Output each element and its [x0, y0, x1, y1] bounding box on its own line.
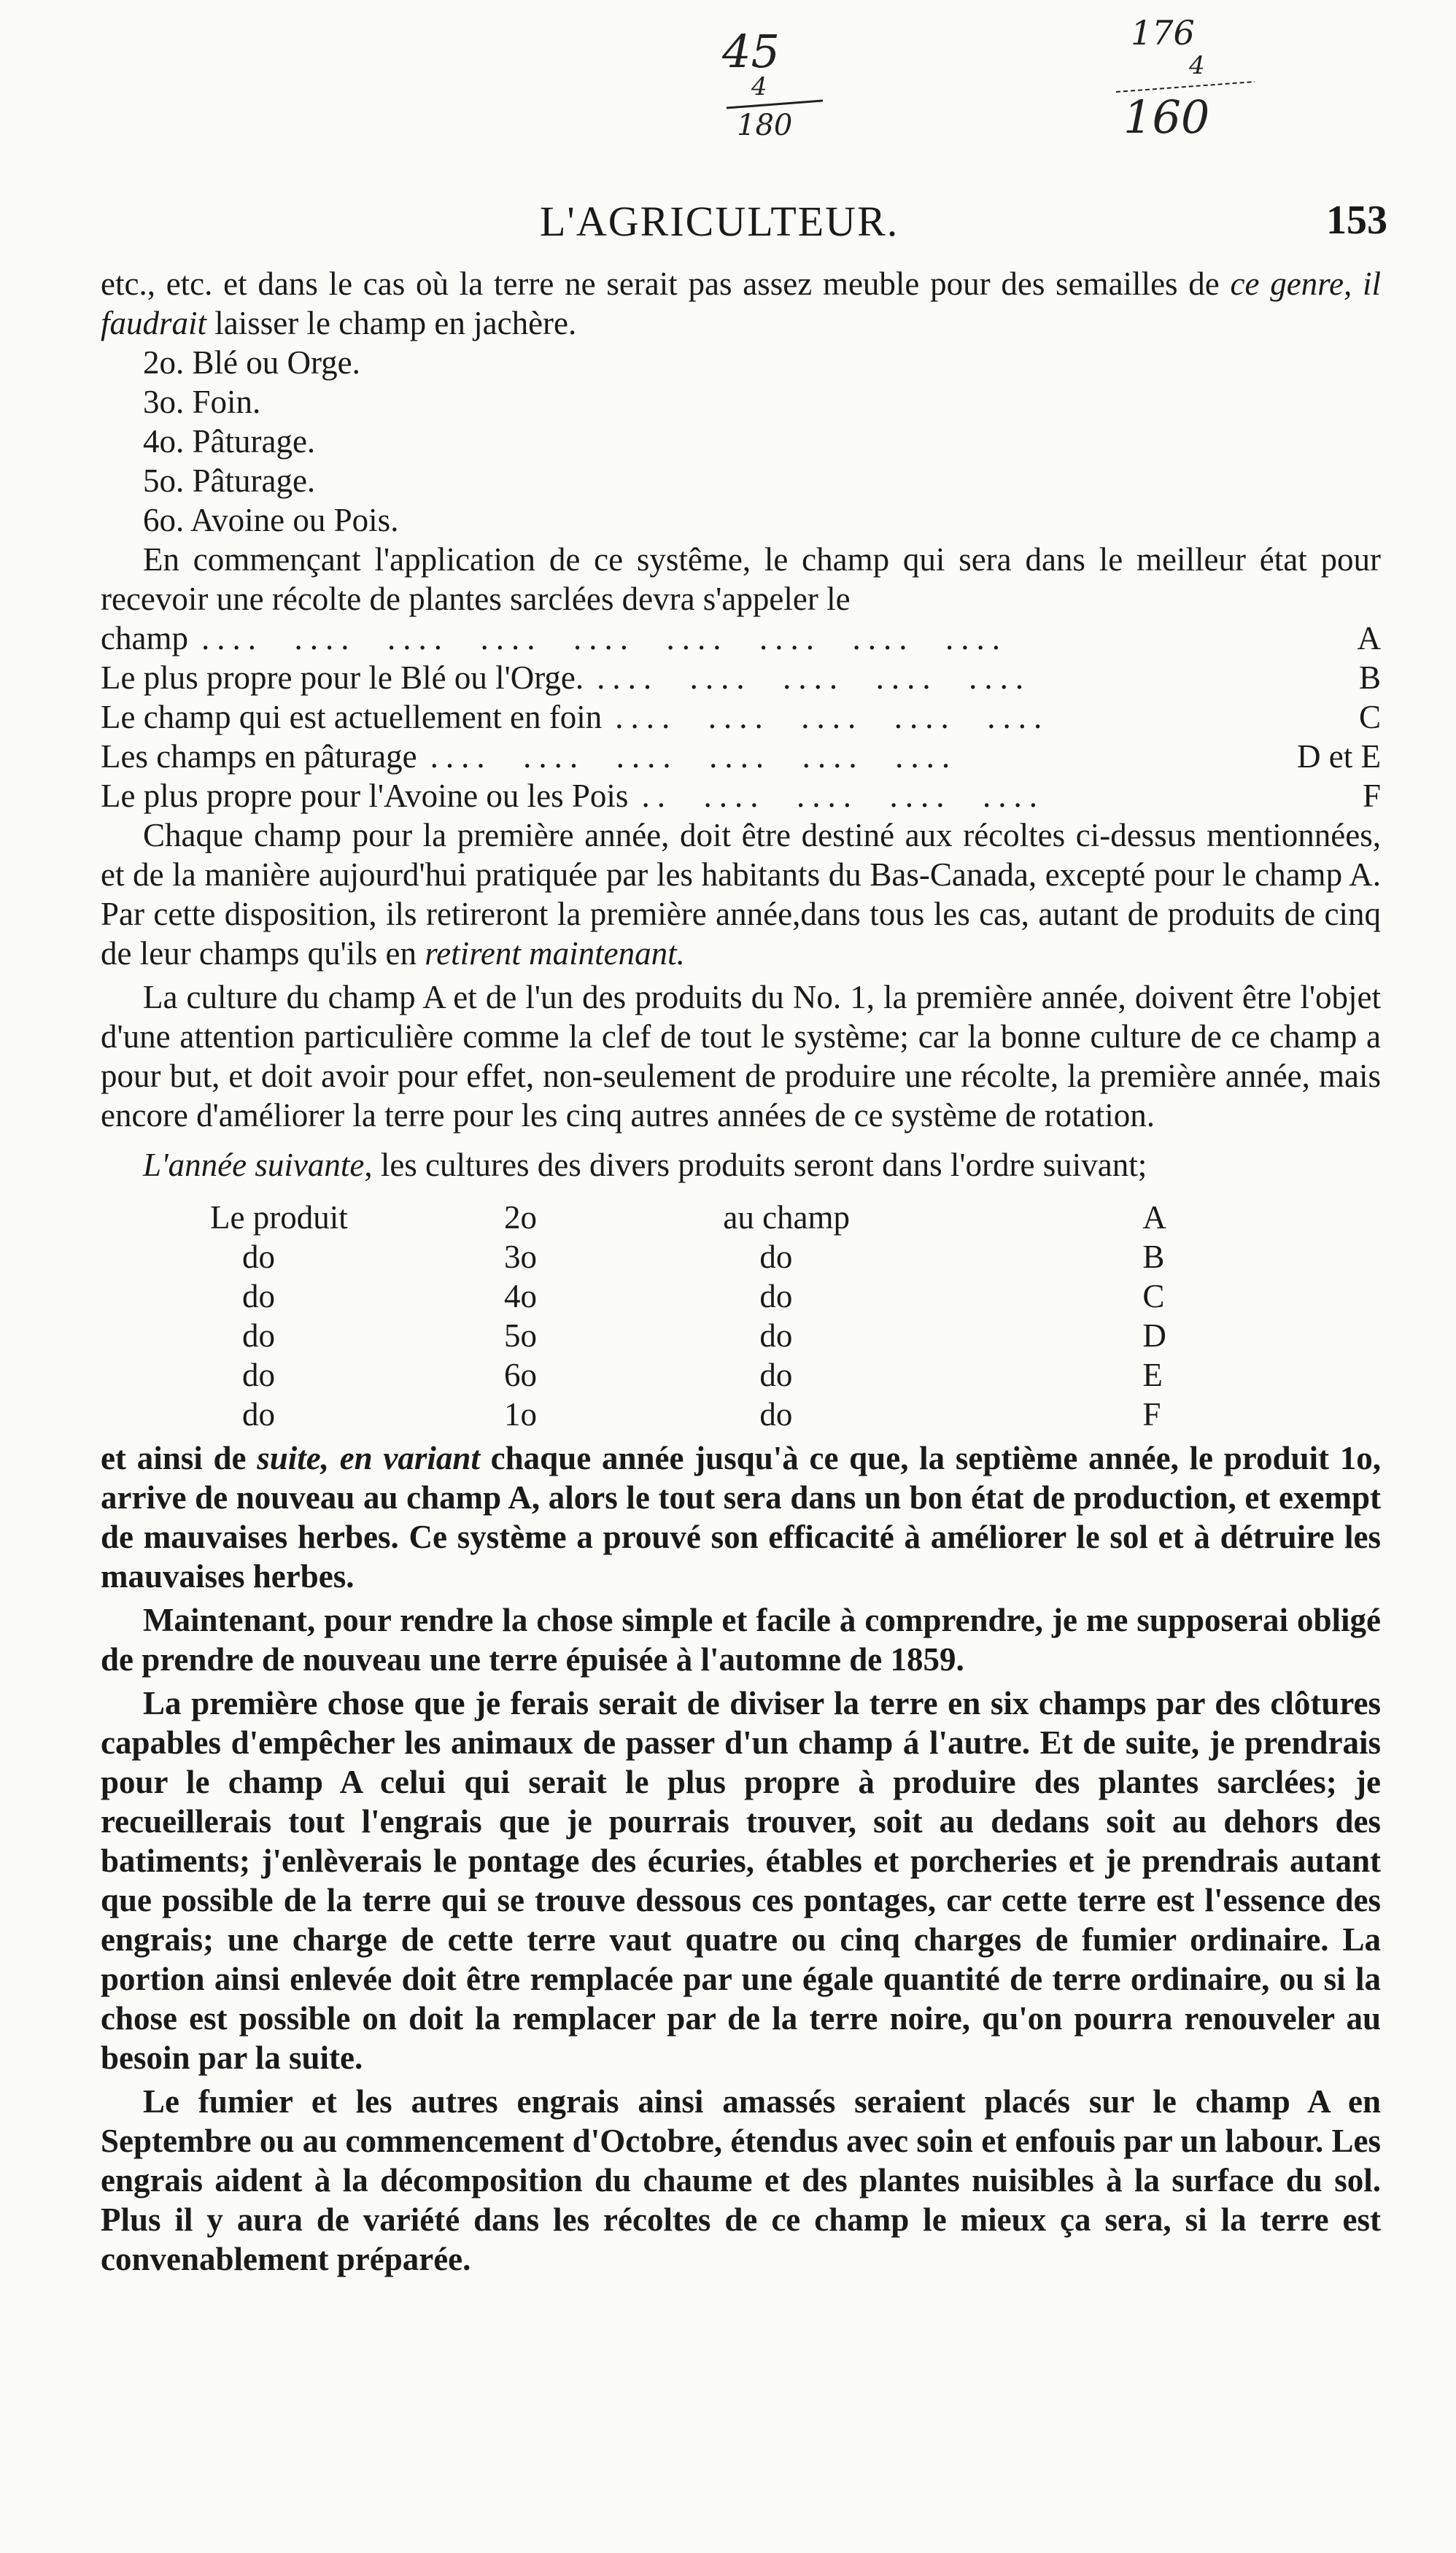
table-row — [210, 1276, 1341, 1316]
leader-row: Le plus propre pour le Blé ou l'Orge. .... .... .... .... .... B — [101, 659, 1381, 696]
table-cell: E — [1142, 1357, 1163, 1393]
rotation-table — [210, 1198, 1341, 1434]
table-cell: do — [759, 1396, 793, 1433]
annotation-left-bottom: 180 — [737, 109, 793, 142]
handwritten-annotation-left — [722, 25, 839, 175]
annotation-left-top: 45 — [722, 25, 780, 78]
list-item: 3o. Foin. — [143, 384, 261, 420]
table-cell: au champ — [723, 1199, 851, 1236]
paragraph-premiere: La première chose que je ferais serait de diviser la terre en six champs par des clôtures capables d'empêcher les animaux de passer d'un champ á l'autre. Et de suite, je prendrais pour le champ A celui qui serait le plus propre à produire des plantes sarclées; je recueillerais tout l'engrais que je pourrais trouver, soit au dedans soit au dehors des batiments; j'enlèverais le pontage des écuries, étables et porcheries et je prendrais autant que possible de la terre qui se trouve dessous ces pontages, car cette terre est l'essence des engrais; une charge de cette terre vaut quatre ou cinq charges de fumier ordinaire. La portion ainsi enlevée doit être remplacée par une égale quantité de terre ordinaire, ou si la chose est possible on doit la remplacer par de la terre noire, qu'on pourra renouveler au besoin par la suite. — [101, 1685, 1381, 2076]
table-cell: A — [1142, 1199, 1166, 1236]
table-cell: do — [759, 1278, 793, 1314]
paragraph-ainsi: et ainsi de suite, en variant chaque année jusqu'à ce que, la septième année, le produit 1o, arrive de nouveau au champ A, alors le tout sera dans un bon état de production, et exempt de mauvaises herbes. Ce système a prouvé son efficacité à améliorer le sol et à détruire les mauvaises herbes. — [101, 1440, 1381, 1595]
list-item: 4o. Pâturage. — [143, 423, 316, 460]
list-item: 2o. Blé ou Orge. — [143, 344, 360, 381]
table-cell: do — [759, 1357, 793, 1393]
table-cell: Le produit — [210, 1199, 348, 1236]
annotation-right-top: 176 — [1131, 13, 1195, 53]
table-cell: C — [1142, 1278, 1165, 1314]
paragraph-maintenant: Maintenant, pour rendre la chose simple et facile à comprendre, je me supposerai obligé de prendre de nouveau une terre épuisée à l'automne de 1859. — [101, 1602, 1381, 1678]
table-cell: 2o — [504, 1199, 537, 1236]
paragraph-fumier: Le fumier et les autres engrais ainsi amassés seraient placés sur le champ A en Septembre ou au commencement d'Octobre, étendus avec soin et enfouis par un labour. Les engrais aident à la décomposition du chaume et des plantes nuisibles à la surface du sol. Plus il y aura de variété dans les récoltes de ce champ le mieux ça sera, si la terre est convenablement préparée. — [101, 2083, 1381, 2277]
annotation-right-bottom: 160 — [1123, 90, 1210, 144]
intro-paragraph: etc., etc. et dans le cas où la terre ne serait pas assez meuble pour des semailles de ce genre, il faudrait laisser le champ en jachère. — [101, 266, 1381, 341]
running-title: L'AGRICULTEUR. — [540, 198, 899, 245]
table-cell: 1o — [504, 1396, 537, 1433]
table-cell: do — [242, 1396, 275, 1433]
field-assignment-list — [101, 619, 1381, 816]
table-row — [210, 1355, 1341, 1395]
table-cell: F — [1142, 1396, 1161, 1433]
table-cell: do — [759, 1317, 793, 1354]
list-item: 6o. Avoine ou Pois. — [143, 502, 399, 538]
paragraph-chaque: Chaque champ pour la première année, doit être destiné aux récoltes ci-dessus mentionnées, et de la manière aujourd'hui pratiquée par les habitants du Bas-Canada, excepté pour le champ A. Par cette disposition, ils retireront la première année,dans tous les cas, autant de produits de cinq de leur champs qu'ils en retirent maintenant. — [101, 817, 1381, 972]
table-row — [210, 1316, 1341, 1355]
table-cell: B — [1142, 1239, 1165, 1275]
table-cell: do — [242, 1278, 275, 1314]
table-cell: 5o — [504, 1317, 537, 1354]
table-cell: 4o — [504, 1278, 537, 1314]
crop-list — [101, 343, 1381, 540]
table-cell: do — [242, 1317, 275, 1354]
table-cell: D — [1142, 1317, 1166, 1354]
fraction-bar — [722, 99, 832, 109]
leader-row: Le champ qui est actuellement en foin .... .... .... .... .... C — [101, 699, 1381, 735]
leader-row: Le plus propre pour l'Avoine ou les Pois .. .... .... .... .... F — [101, 778, 1381, 814]
paragraph-systeme: En commençant l'application de ce systême, le champ qui sera dans le meilleur état pour recevoir une récolte de plantes sarclées devra s'appeler le — [101, 541, 1381, 617]
list-item: 5o. Pâturage. — [143, 462, 316, 499]
handwritten-annotation-right — [1109, 15, 1284, 175]
paragraph-culture: La culture du champ A et de l'un des produits du No. 1, la première année, doivent être l'objet d'une attention particulière comme la clef de tout le système; car la bonne culture de ce champ a pour but, et doit avoir pour effet, non-seulement de produire une récolte, la première année, mais encore d'améliorer la terre pour les cinq autres années de ce système de rotation. — [101, 979, 1381, 1134]
annotation-left-mid: 4 — [751, 72, 767, 101]
table-cell: do — [242, 1239, 275, 1275]
table-row — [210, 1395, 1341, 1434]
table-cell: do — [242, 1357, 275, 1393]
table-row — [210, 1198, 1341, 1237]
paragraph-suivante: L'année suivante, les cultures des divers produits seront dans l'ordre suivant; — [143, 1147, 1147, 1183]
page-body — [101, 264, 1381, 2279]
table-cell: 3o — [504, 1239, 537, 1275]
annotation-right-mid: 4 — [1189, 51, 1205, 80]
table-cell: do — [759, 1239, 793, 1275]
leader-row: Les champs en pâturage .... .... .... .... .... .... D et E — [101, 738, 1381, 775]
table-row — [210, 1237, 1341, 1276]
page-header — [0, 197, 1456, 248]
leader-row: champ .... .... .... .... .... .... .... .... .... A — [101, 620, 1381, 656]
table-cell: 6o — [504, 1357, 537, 1393]
page-number: 153 — [1326, 198, 1387, 243]
